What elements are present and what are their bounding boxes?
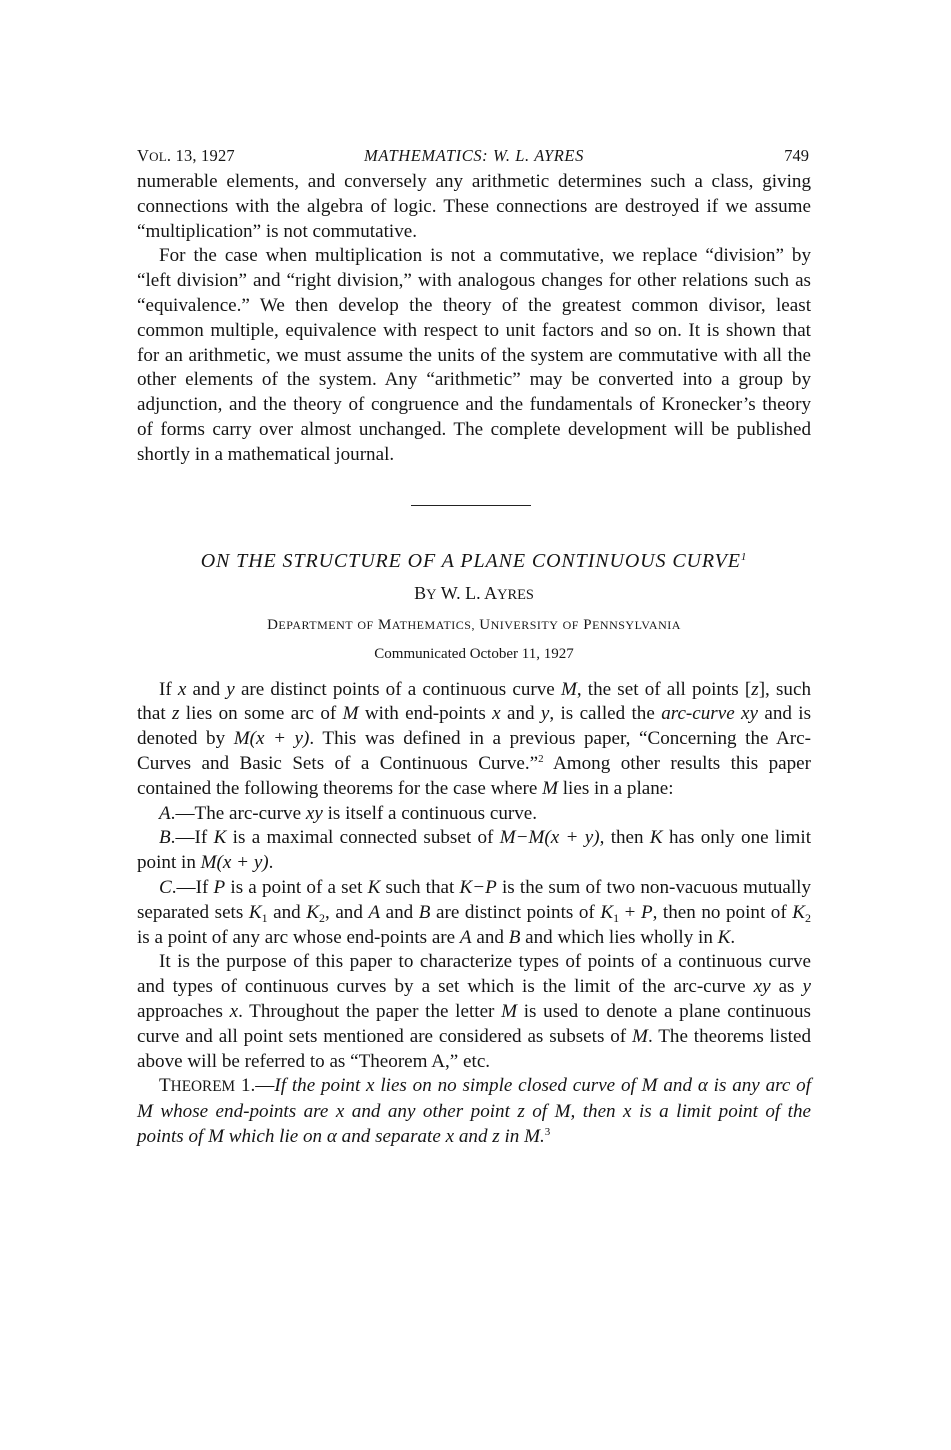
- running-title: MATHEMATICS: W. L. AYRES: [364, 146, 584, 165]
- article-author: BY W. L. AYRES: [414, 582, 534, 603]
- purpose-paragraph: It is the purpose of this paper to characterize types of points of a continuous curve and types of continuous curves by a set which is the limit of the arc-curve xy as y approaches x. Throughout the paper the letter M is used to denote a plane continuous curve and all point sets mentioned are considered as subsets of M. The theorems listed above will be referred to as “Theorem A,” etc.: [137, 951, 811, 1072]
- previous-article-paragraph-1: numerable elements, and conversely any arithmetic determines such a class, giving connections with the algebra of logic. These connections are destroyed if we assume “multiplication” is not commutative.: [137, 171, 811, 242]
- article-title: ON THE STRUCTURE OF A PLANE CONTINUOUS CURVE$^1$: [200, 549, 748, 572]
- title-footnote-marker: 1: [740, 550, 748, 563]
- theorem-1: THEOREM 1.—If the point x lies on no simple closed curve of M and α is any arc of M whose end-points are x and any other point z of M, then x is a limit point of the points of M which lie on α and separate x and z in M.$^3$: [137, 1075, 811, 1147]
- intro-paragraph: If x and y are distinct points of a continuous curve M, the set of all points [z], such that z lies on some arc of M with end-points x and y, is called the arc-curve xy and is denoted by M(x + y). This was defined in a previous paper, “Concerning the Arc-Curves and Basic Sets of a Continuous Curve.”$^2$ Among other results this paper contained the following theorems for the case where M lies in a plane:: [137, 678, 811, 799]
- theorem-c: C.—If P is a point of a set K such that K−P is the sum of two non-vacuous mutually separated sets $K_1$ and $K_2$, and A and B are distinct points of $K_1 + P$, then no point of $K_2$ is a point of any arc whose end-points are A and B and which lies wholly in K.: [137, 876, 812, 948]
- section-divider: [137, 468, 811, 548]
- footnote-marker-2: 2: [538, 752, 544, 765]
- page-number: 749: [784, 146, 809, 165]
- footnote-marker-3: 3: [544, 1125, 551, 1138]
- divider-rule: [411, 505, 531, 506]
- theorem-b: B.—If K is a maximal connected subset of M−M(x + y), then K has only one limit point in M(x + y).: [137, 827, 812, 874]
- running-header: [137, 142, 811, 170]
- theorem-a: A.—The arc-curve xy is itself a continuous curve.: [159, 802, 538, 824]
- previous-article-paragraph-2: For the case when multiplication is not a commutative, we replace “division” by “left division” and “right division,” with analogous changes for other relations such as “equivalence.” We then develop the theory of the greatest common divisor, least common multiple, equivalence with respect to unit factors and so on. It is shown that for an arithmetic, we must assume the units of the system are commutative with all the other elements of the system. Any “arithmetic” may be converted into a group by adjunction, and the theory of congruence and the fundamentals of Kronecker’s theory of forms carry over almost unchanged. The complete development will be published shortly in a mathematical journal.: [137, 245, 811, 465]
- page: [137, 142, 811, 1150]
- communicated-date: Communicated October 11, 1927: [374, 645, 574, 662]
- volume-label: VOL. 13, 1927: [137, 146, 235, 165]
- author-affiliation: DEPARTMENT OF MATHEMATICS, UNIVERSITY OF PENNSYLVANIA: [267, 616, 681, 633]
